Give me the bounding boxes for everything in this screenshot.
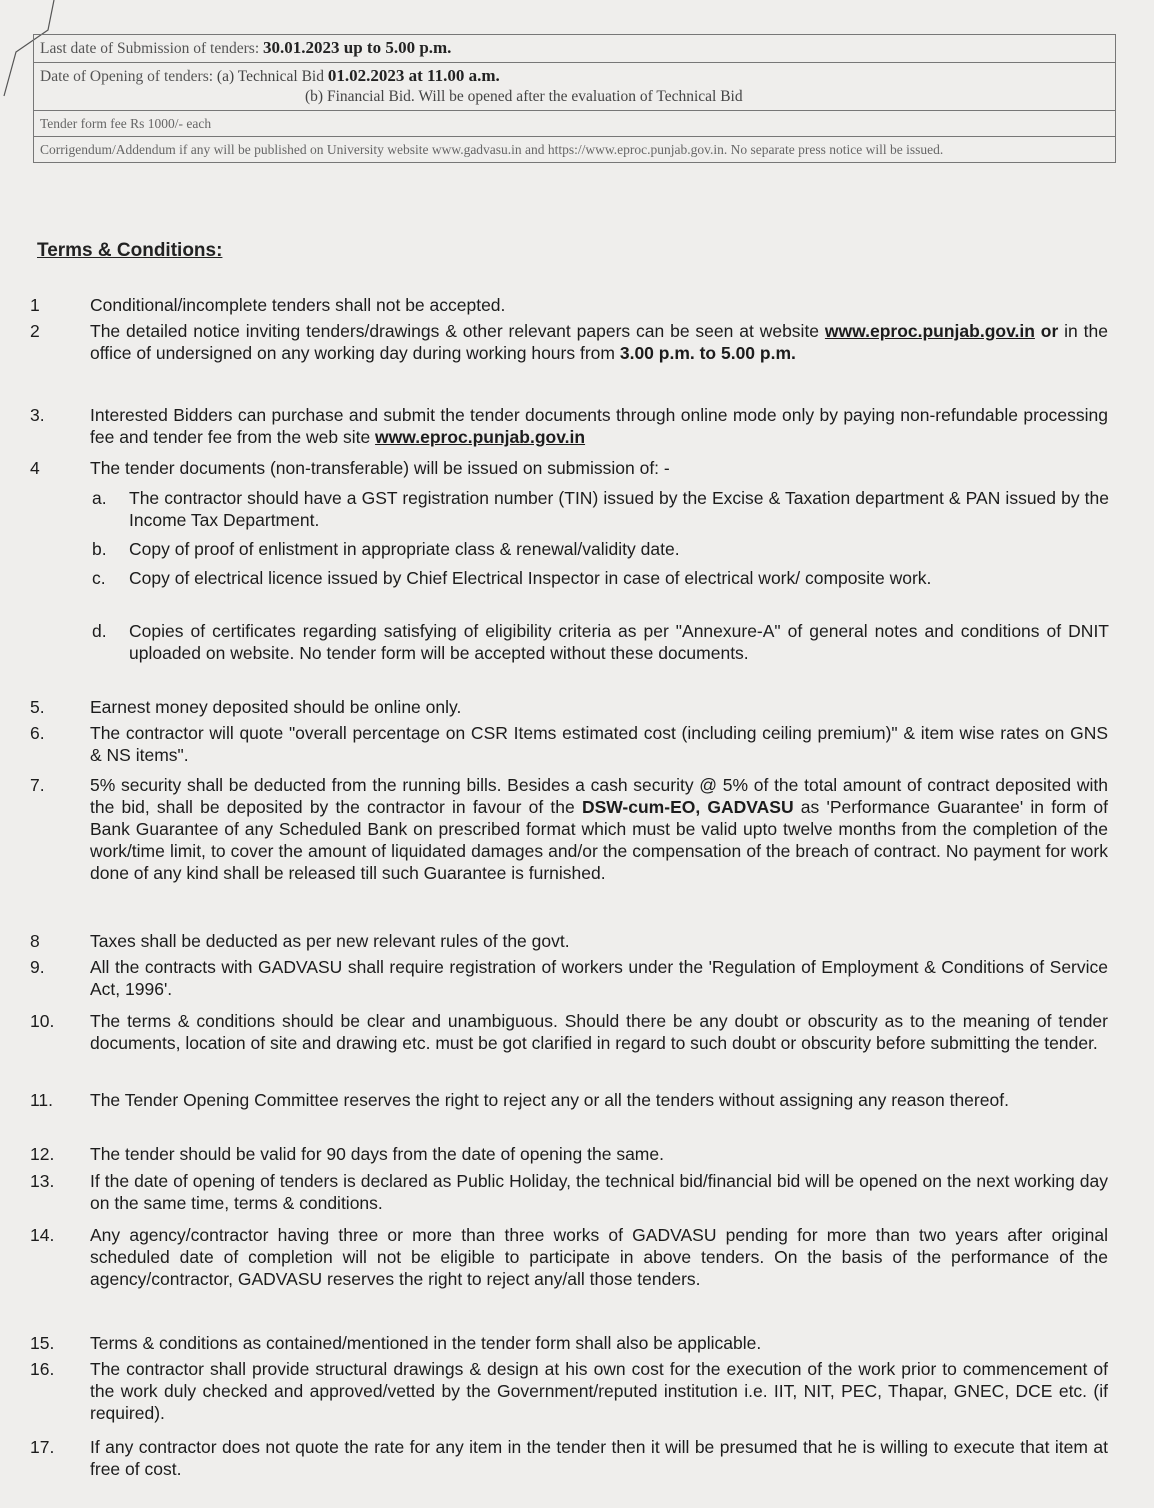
term-text-part: in the office of undersigned on any working day during working hours from xyxy=(90,321,1108,363)
term-number: 12. xyxy=(30,1144,55,1164)
eproc-link[interactable]: www.eproc.punjab.gov.in xyxy=(375,427,586,447)
term-number: 13. xyxy=(30,1171,55,1191)
sub-text: The contractor should have a GST registration number (TIN) issued by the Excise & Taxation department & PAN issued by the Income Tax Department. xyxy=(129,488,1109,530)
sub-text: Copy of electrical licence issued by Chief Electrical Inspector in case of electrical work/ composite work. xyxy=(129,568,932,588)
opening-label: Date of Opening of tenders: xyxy=(40,68,214,85)
term-number: 2 xyxy=(30,321,40,341)
term-text xyxy=(90,320,1108,364)
term-text xyxy=(90,404,1108,448)
term-text: If any contractor does not quote the rate for any item in the tender then it will be presumed that he is willing to execute that item at free of cost. xyxy=(90,1437,1108,1479)
term-text: Conditional/incomplete tenders shall not be accepted. xyxy=(90,295,506,315)
submission-date-row xyxy=(34,35,1116,63)
sub-text: Copies of certificates regarding satisfying of eligibility criteria as per "Annexure-A" of general notes and conditions of DNIT uploaded on website. No tender form will be accepted without these documents. xyxy=(129,621,1109,663)
term-text: The terms & conditions should be clear and unambiguous. Should there be any doubt or obscurity as to the meaning of tender documents, location of site and drawing etc. must be got clarified in regard to such doubt or obscurity before submitting the tender. xyxy=(90,1011,1108,1053)
term-text: Taxes shall be deducted as per new relevant rules of the govt. xyxy=(90,931,570,951)
term-text: If the date of opening of tenders is declared as Public Holiday, the technical bid/financial bid will be opened on the next working day on the same time, terms & conditions. xyxy=(90,1171,1108,1213)
opening-date-row xyxy=(34,63,1116,111)
tender-fee-row: Tender form fee Rs 1000/- each xyxy=(34,111,1116,137)
term-text: The tender should be valid for 90 days from the date of opening the same. xyxy=(90,1144,664,1164)
term-text: The tender documents (non-transferable) will be issued on submission of: - xyxy=(90,458,670,478)
term-number: 7. xyxy=(30,775,45,795)
term-text: Any agency/contractor having three or more than three works of GADVASU pending for more than two years after original scheduled date of completion will not be eligible to participate in above tenders. On the basis of the performance of the agency/contractor, GADVASU reserves the right to reject any/all those tenders. xyxy=(90,1225,1108,1289)
term-number: 11. xyxy=(30,1090,54,1110)
guarantee-beneficiary: DSW-cum-EO, GADVASU xyxy=(581,797,794,817)
sub-letter: c. xyxy=(92,568,106,588)
term-text-part: as 'Performance Guarantee' in form of Bank Guarantee of any Scheduled Bank on prescribed format which must be valid upto twelve months from the completion of the work/time limit, to cover the amount of liquidated damages and/or the compensation of the breach of contract. No payment for work done of any kind shall be released till such Guarantee is furnished. xyxy=(90,797,1109,883)
submission-label: Last date of Submission of tenders: xyxy=(40,40,260,57)
term-number: 9. xyxy=(30,957,45,977)
term-text-part: Interested Bidders can purchase and submit the tender documents through online mode only by paying non-refundable processing fee and tender fee from the web site xyxy=(90,405,1108,447)
term-text: Earnest money deposited should be online only. xyxy=(90,697,462,717)
term-text-part: 5% security shall be deducted from the running bills. Besides a cash security @ 5% of the total amount of contract deposited with the bid, shall be deposited by the contractor in favour of the xyxy=(90,775,1108,817)
term-number: 17. xyxy=(30,1437,55,1457)
term-text xyxy=(90,774,1108,884)
submission-value: 30.01.2023 up to 5.00 p.m. xyxy=(263,38,452,57)
term-number: 4 xyxy=(30,458,40,478)
term-number: 3. xyxy=(30,405,45,425)
sub-letter: b. xyxy=(92,539,107,559)
term-number: 5. xyxy=(30,697,45,717)
working-hours: 3.00 p.m. to 5.00 p.m. xyxy=(619,343,796,363)
sub-letter: d. xyxy=(92,621,107,641)
term-number: 16. xyxy=(30,1359,55,1379)
term-number: 14. xyxy=(30,1225,55,1245)
tender-details-table xyxy=(33,34,1116,163)
financial-bid-text: (b) Financial Bid. Will be opened after the evaluation of Technical Bid xyxy=(305,88,743,105)
term-number: 1 xyxy=(30,295,40,315)
term-text: Terms & conditions as contained/mentioned in the tender form shall also be applicable. xyxy=(90,1333,762,1353)
eproc-link[interactable]: www.eproc.punjab.gov.in xyxy=(824,321,1035,341)
technical-bid-label: (a) Technical Bid xyxy=(216,68,324,85)
term-text: The Tender Opening Committee reserves the right to reject any or all the tenders without assigning any reason thereof. xyxy=(90,1090,1009,1110)
term-number: 15. xyxy=(30,1333,55,1353)
technical-bid-value: 01.02.2023 at 11.00 a.m. xyxy=(327,66,500,85)
corrigendum-row: Corrigendum/Addendum if any will be published on University website www.gadvasu.in and https://www.eproc.punjab.gov.in. No separate press notice will be issued. xyxy=(34,137,1116,163)
term-text: All the contracts with GADVASU shall require registration of workers under the 'Regulation of Employment & Conditions of Service Act, 1996'. xyxy=(90,957,1108,999)
term-text: The contractor shall provide structural drawings & design at his own cost for the execution of the work prior to commencement of the work duly checked and approved/vetted by the Government/reputed institution i.e. IIT, NIT, PEC, Thapar, GNEC, DCE etc. (if required). xyxy=(90,1359,1108,1423)
term-text-part: or xyxy=(1034,321,1059,341)
term-number: 10. xyxy=(30,1011,55,1031)
term-number: 8 xyxy=(30,931,40,951)
sub-text: Copy of proof of enlistment in appropriate class & renewal/validity date. xyxy=(129,539,680,559)
terms-title: Terms & Conditions: xyxy=(37,240,223,261)
term-text: The contractor will quote "overall percentage on CSR Items estimated cost (including ceiling premium)" & item wise rates on GNS & NS items". xyxy=(90,723,1108,765)
sub-letter: a. xyxy=(92,488,107,508)
term-text-part: The detailed notice inviting tenders/drawings & other relevant papers can be seen at website xyxy=(90,321,825,341)
term-number: 6. xyxy=(30,723,45,743)
